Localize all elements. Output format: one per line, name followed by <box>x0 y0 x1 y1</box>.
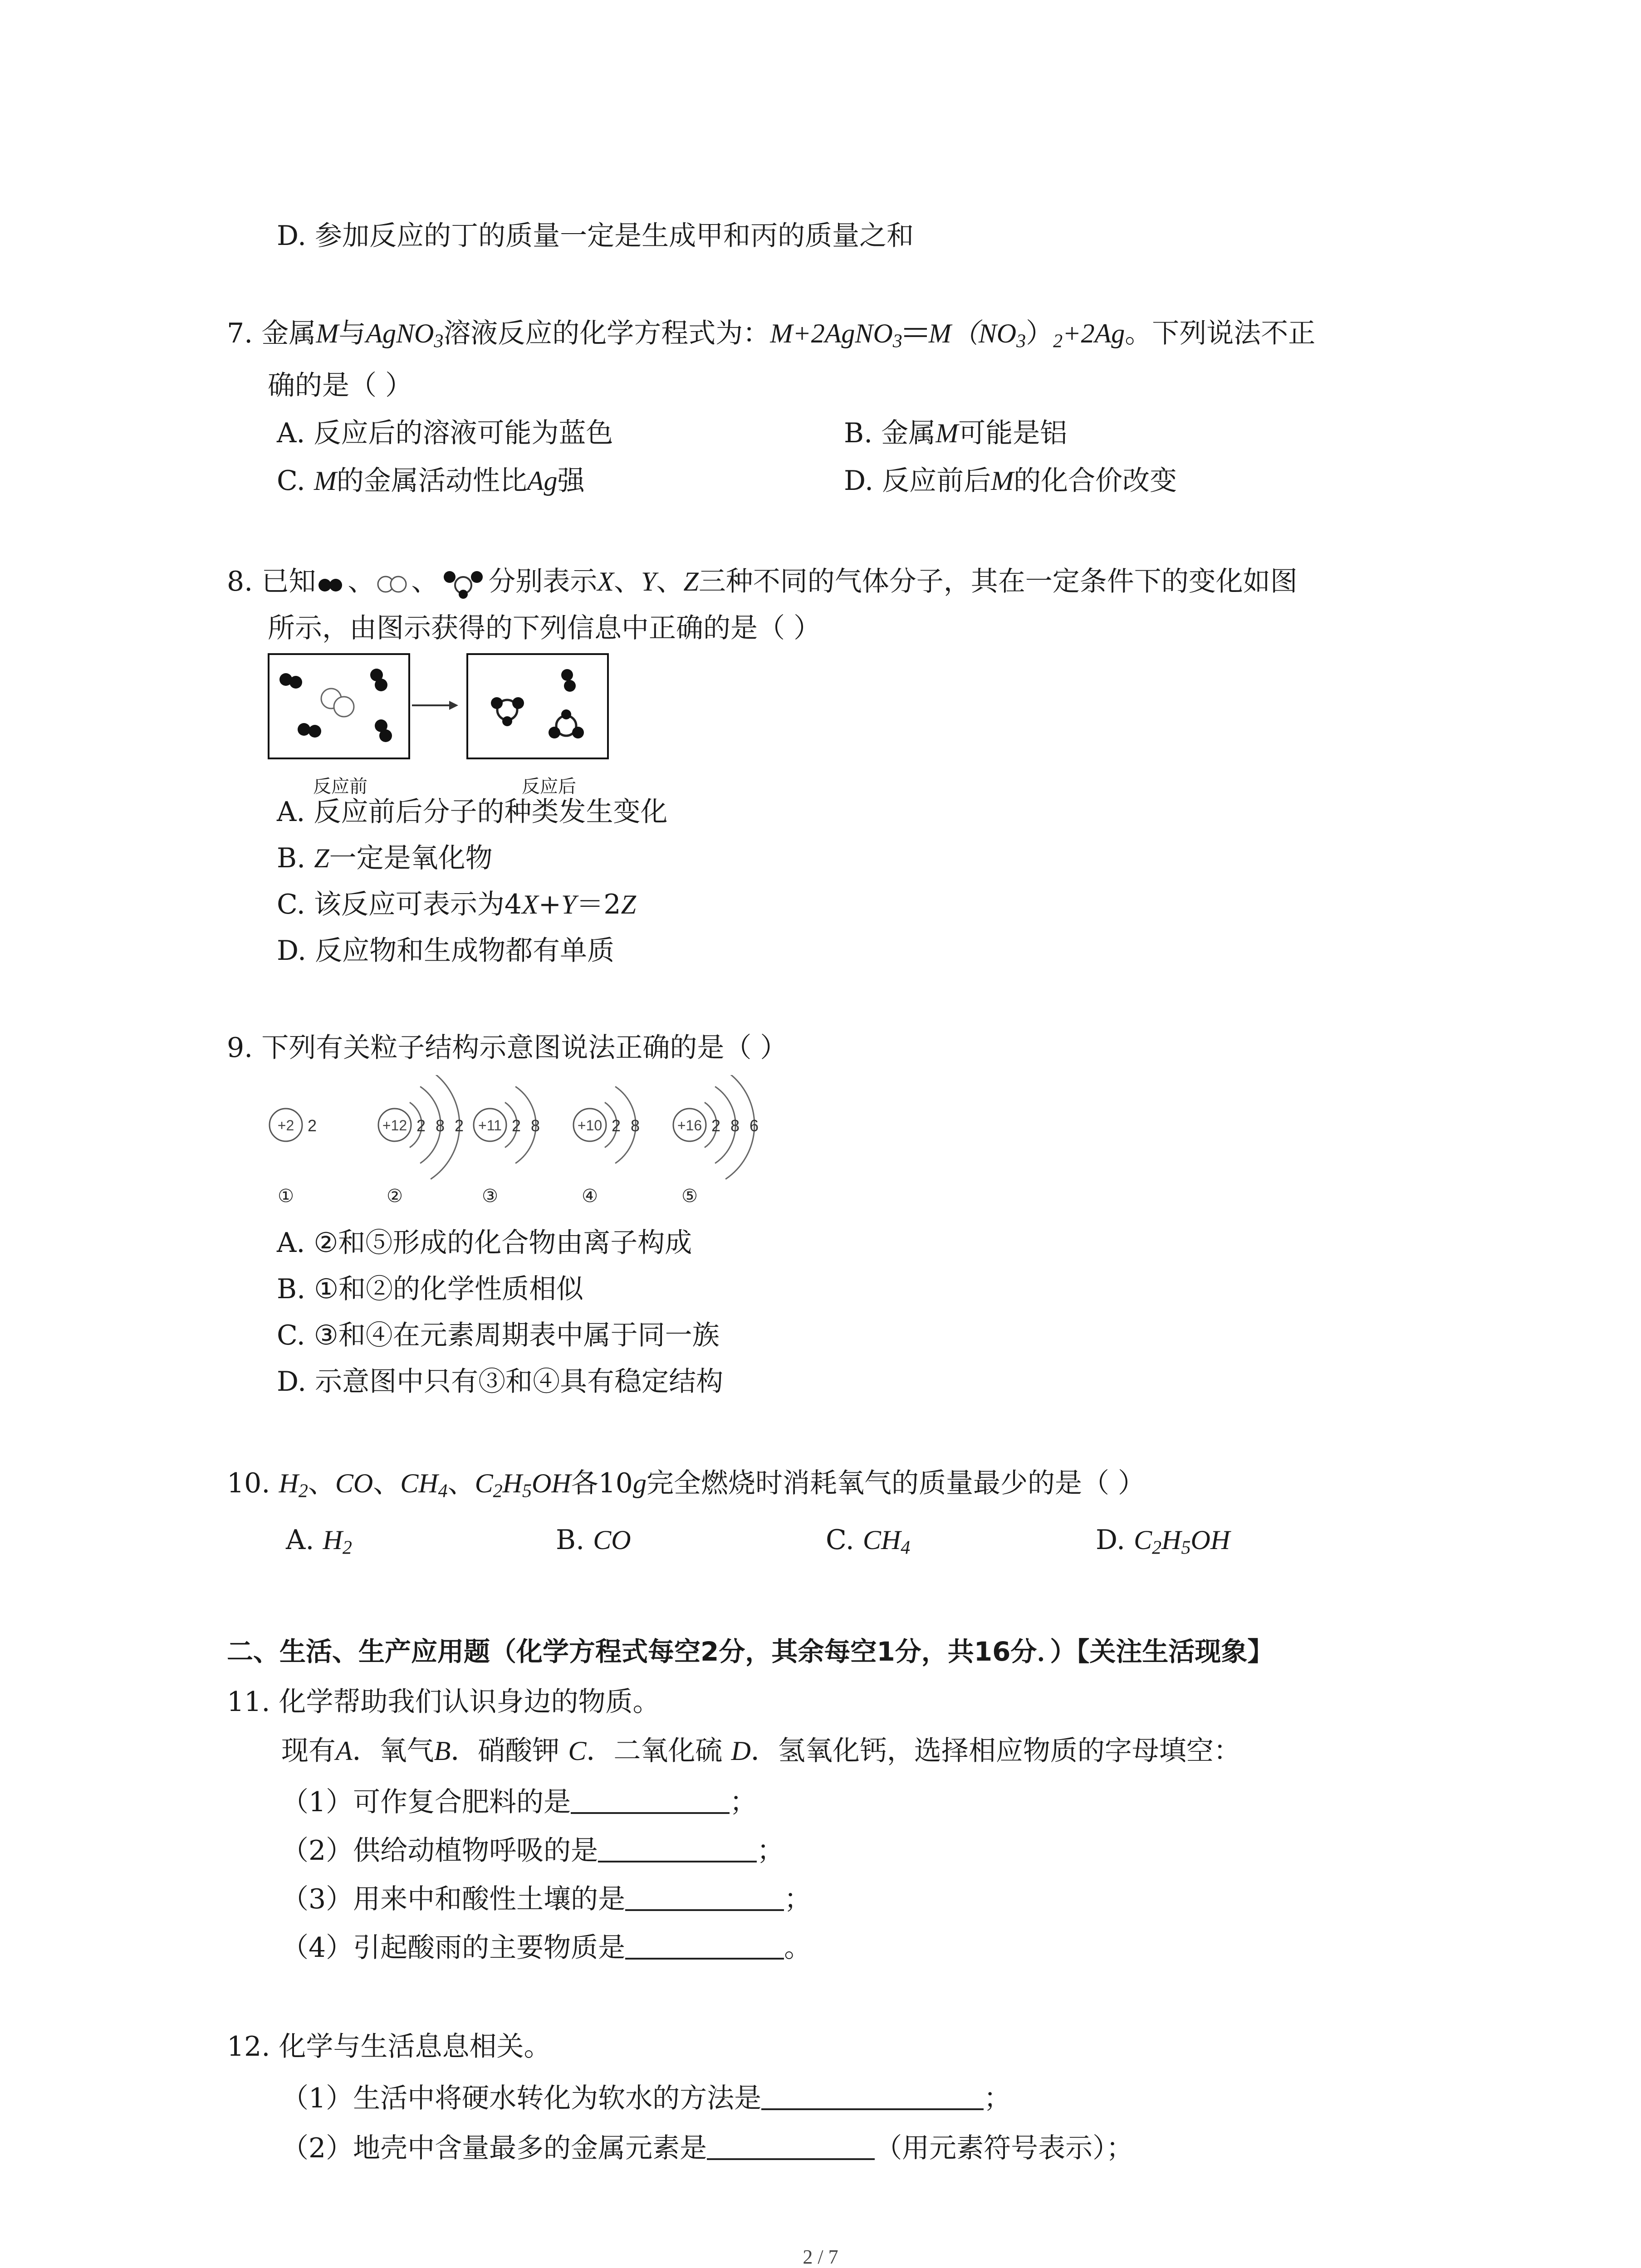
var-z: Z <box>683 567 699 596</box>
q12-stem: 12. 化学与生活息息相关。 <box>227 2031 551 2063</box>
q7-equation: M+2AgNO <box>770 318 893 348</box>
option-text: A. <box>286 1524 323 1556</box>
electron-count: 8 <box>530 1116 540 1135</box>
q10-text: 各10 <box>571 1467 633 1499</box>
subscript: 5 <box>522 1481 532 1502</box>
q7-text: 与 <box>338 318 366 349</box>
answer-blank[interactable] <box>571 1786 730 1814</box>
electron-count: 2 <box>416 1116 426 1135</box>
q8-text: 三种不同的气体分子，其在一定条件下的变化如图 <box>698 566 1298 597</box>
atom-label: ③ <box>482 1186 498 1206</box>
q10-option-b[interactable] <box>556 1526 631 1554</box>
q8-stem-line2: 所示，由图示获得的下列信息中正确的是（ ） <box>268 612 821 644</box>
q11-text: ．氧气 <box>352 1735 434 1767</box>
var-y: Y <box>641 567 656 596</box>
subscript: 2 <box>493 1481 503 1502</box>
q7-equation: +2Ag <box>1063 318 1125 348</box>
letter-c: C <box>568 1736 587 1766</box>
q9-option-c[interactable]: C. ③和④在元素周期表中属于同一族 <box>277 1320 720 1351</box>
molecule-y-icon <box>375 572 411 595</box>
option-text: 可能是铝 <box>958 417 1068 449</box>
atom-label: ⑤ <box>681 1186 698 1206</box>
q7-equation: ） <box>1026 318 1053 349</box>
nucleus-charge: +12 <box>382 1117 407 1134</box>
subscript: 2 <box>298 1481 308 1502</box>
option-text: B. 金属 <box>844 417 936 449</box>
q7-option-a[interactable]: A. 反应后的溶液可能为蓝色 <box>277 417 613 449</box>
answer-blank[interactable] <box>598 1834 757 1862</box>
formula: OH <box>531 1468 571 1498</box>
q7-subscript: 2 <box>1053 331 1063 352</box>
item-text: （2）供给动植物呼吸的是 <box>281 1835 598 1867</box>
sep: 、 <box>308 1467 335 1499</box>
option-text: C. 该反应可表示为4 <box>277 889 522 920</box>
q8-option-c[interactable] <box>277 891 636 918</box>
formula: CH <box>862 1525 901 1555</box>
nucleus-charge: +16 <box>677 1117 702 1134</box>
option-text: 强 <box>557 465 585 497</box>
section-2-title: 二、生活、生产应用题（化学方程式每空2分，其余每空1分，共16分．）【关注生活现象】 <box>227 1636 1274 1667</box>
q11-materials <box>281 1737 1241 1765</box>
electron-count: 6 <box>749 1116 759 1135</box>
option-text: D. <box>1096 1524 1134 1556</box>
answer-blank[interactable] <box>707 2132 875 2160</box>
q11-item-1 <box>281 1786 757 1816</box>
q7-equation: M（NO <box>928 318 1017 348</box>
atom-diagram-4 <box>573 1086 640 1206</box>
option-text: C. <box>277 465 314 497</box>
var-m: M <box>936 418 959 448</box>
item-text: （4）引起酸雨的主要物质是 <box>281 1932 626 1964</box>
atom-label: ① <box>278 1186 294 1206</box>
equals-sign <box>904 328 927 337</box>
q7-var-m: M <box>316 318 339 348</box>
letter-d: D <box>731 1736 751 1766</box>
q7-agno3: AgNO <box>366 318 434 348</box>
q7-stem-line2: 确的是（ ） <box>268 370 413 401</box>
var-m: M <box>991 466 1014 496</box>
label-after-reaction: 反应后 <box>522 776 576 797</box>
q7-text: 。下列说法不正 <box>1125 318 1316 349</box>
formula: C <box>1134 1525 1152 1555</box>
subscript: 2 <box>342 1537 352 1559</box>
item-text: （1）生活中将硬水转化为软水的方法是 <box>281 2082 762 2114</box>
item-end: ； <box>757 1835 784 1867</box>
unit-g: g <box>632 1468 647 1498</box>
nucleus-charge: +2 <box>277 1117 294 1134</box>
option-text: B. <box>556 1524 593 1556</box>
q9-option-d[interactable]: D. 示意图中只有③和④具有稳定结构 <box>277 1366 724 1398</box>
q8-stem <box>227 567 1298 599</box>
q10-option-c[interactable] <box>826 1526 910 1558</box>
formula: H <box>323 1525 343 1555</box>
q12-item-2 <box>281 2132 1133 2162</box>
nucleus-charge: +11 <box>478 1117 502 1134</box>
q10-number: 10. <box>227 1467 270 1499</box>
q10-option-a[interactable] <box>286 1526 352 1558</box>
subscript: 4 <box>438 1481 448 1502</box>
option-text: 一定是氧化物 <box>329 842 493 874</box>
electron-count: 2 <box>711 1116 721 1135</box>
electron-count: 2 <box>307 1116 317 1135</box>
subscript: 5 <box>1181 1537 1191 1559</box>
q6-option-d: D. 参加反应的丁的质量一定是生成甲和丙的质量之和 <box>277 220 914 252</box>
formula: H <box>279 1468 299 1498</box>
q8-option-a[interactable]: A. 反应前后分子的种类发生变化 <box>277 796 668 828</box>
subscript: 2 <box>1152 1537 1162 1559</box>
formula: CO <box>335 1468 373 1498</box>
formula: H <box>1161 1525 1181 1555</box>
item-text: （3）用来中和酸性土壤的是 <box>281 1883 626 1915</box>
q8-text: 分别表示 <box>488 566 598 597</box>
q10-stem <box>227 1467 1146 1502</box>
q10-text: 完全燃烧时消耗氧气的质量最少的是（ ） <box>646 1467 1146 1499</box>
q12-item-1 <box>281 2082 1011 2112</box>
label-before-reaction: 反应前 <box>313 776 367 797</box>
molecule-z-icon <box>438 567 488 599</box>
q8-number: 8. <box>227 566 253 597</box>
q7-subscript: 3 <box>1016 331 1026 352</box>
letter-b: B <box>434 1736 451 1766</box>
var-x: X <box>522 890 539 919</box>
letter-a: A <box>336 1736 353 1766</box>
atom-diagram-3 <box>474 1086 540 1206</box>
q7-number: 7. <box>227 318 253 349</box>
formula: H <box>502 1468 522 1498</box>
var-z: Z <box>314 843 329 873</box>
nucleus-charge: +10 <box>577 1117 603 1134</box>
q8-sep: 、 <box>613 566 641 597</box>
option-text: 的化合价改变 <box>1014 465 1177 497</box>
answer-blank[interactable] <box>761 2082 984 2110</box>
option-text: B. <box>277 842 314 874</box>
page-number: 2 / 7 <box>803 2246 838 2268</box>
sep: 、 <box>373 1467 401 1499</box>
var-m: M <box>314 466 337 496</box>
q7-text: 溶液反应的化学方程式为： <box>443 318 770 349</box>
subscript: 4 <box>901 1537 911 1559</box>
q11-text: 现有 <box>281 1735 336 1767</box>
item-end: 。 <box>784 1932 812 1964</box>
electron-count: 8 <box>435 1116 445 1135</box>
q11-text: ．氢氧化钙，选择相应物质的字母填空： <box>750 1735 1241 1767</box>
q11-text: ．二氧化硫 <box>586 1735 731 1767</box>
var-x: X <box>597 567 614 596</box>
q11-text: ．硝酸钾 <box>451 1735 568 1767</box>
q8-sep: 、 <box>656 566 684 597</box>
answer-blank[interactable] <box>625 1931 784 1960</box>
electron-count: 8 <box>730 1116 740 1135</box>
option-text: ＝2 <box>576 889 621 920</box>
q9-option-a[interactable]: A. ②和⑤形成的化合物由离子构成 <box>277 1227 692 1259</box>
atom-label: ④ <box>582 1186 598 1206</box>
formula: CO <box>593 1525 631 1555</box>
q9-atom-structures <box>254 1075 798 1211</box>
q8-sep: 、 <box>348 566 375 597</box>
q8-sep: 、 <box>411 566 439 597</box>
q8-option-b[interactable] <box>277 842 493 874</box>
formula: C <box>475 1468 493 1498</box>
option-text: + <box>538 889 562 920</box>
q7-option-d[interactable] <box>844 465 1177 497</box>
item-text: （2）地壳中含量最多的金属元素是 <box>281 2132 707 2164</box>
item-end: ； <box>984 2082 1011 2114</box>
sep: 、 <box>447 1467 475 1499</box>
q7-subscript: 3 <box>892 331 902 352</box>
answer-blank[interactable] <box>625 1883 784 1911</box>
q10-option-d[interactable] <box>1096 1526 1230 1558</box>
q8-reaction-diagram <box>268 653 622 767</box>
atom-label: ② <box>387 1186 403 1206</box>
option-text: 的金属活动性比 <box>336 465 527 497</box>
item-end: （用元素符号表示）； <box>875 2132 1134 2164</box>
q9-option-b[interactable]: B. ①和②的化学性质相似 <box>277 1273 584 1305</box>
item-end: ； <box>730 1786 757 1818</box>
q7-subscript: 3 <box>434 331 444 352</box>
var-ag: Ag <box>527 466 558 496</box>
q9-stem: 9. 下列有关粒子结构示意图说法正确的是（ ） <box>227 1032 788 1064</box>
electron-count: 2 <box>611 1116 621 1135</box>
q8-option-d[interactable]: D. 反应物和生成物都有单质 <box>277 935 615 967</box>
q11-item-3 <box>281 1883 811 1913</box>
q7-text: 金属 <box>261 318 316 349</box>
electron-count: 2 <box>454 1116 464 1135</box>
molecule-x-icon <box>316 572 348 595</box>
q11-stem: 11. 化学帮助我们认识身边的物质。 <box>227 1686 660 1718</box>
q7-option-c[interactable] <box>277 465 585 497</box>
q11-item-2 <box>281 1834 784 1867</box>
atom-diagram-1 <box>269 1109 317 1206</box>
item-text: （1）可作复合肥料的是 <box>281 1786 571 1818</box>
atom-diagram-5 <box>673 1075 759 1206</box>
var-y: Y <box>561 890 577 919</box>
electron-count: 8 <box>630 1116 640 1135</box>
q8-text: 已知 <box>261 566 316 597</box>
option-text: D. 反应前后 <box>844 465 991 497</box>
formula: OH <box>1190 1525 1230 1555</box>
q7-option-b[interactable] <box>844 417 1068 449</box>
atom-diagram-2 <box>378 1075 464 1206</box>
formula: CH <box>400 1468 438 1498</box>
option-text: C. <box>826 1524 863 1556</box>
electron-count: 2 <box>511 1116 521 1135</box>
q7-stem <box>227 320 1315 351</box>
item-end: ； <box>784 1883 812 1915</box>
q11-item-4 <box>281 1931 812 1964</box>
var-z: Z <box>621 890 636 919</box>
